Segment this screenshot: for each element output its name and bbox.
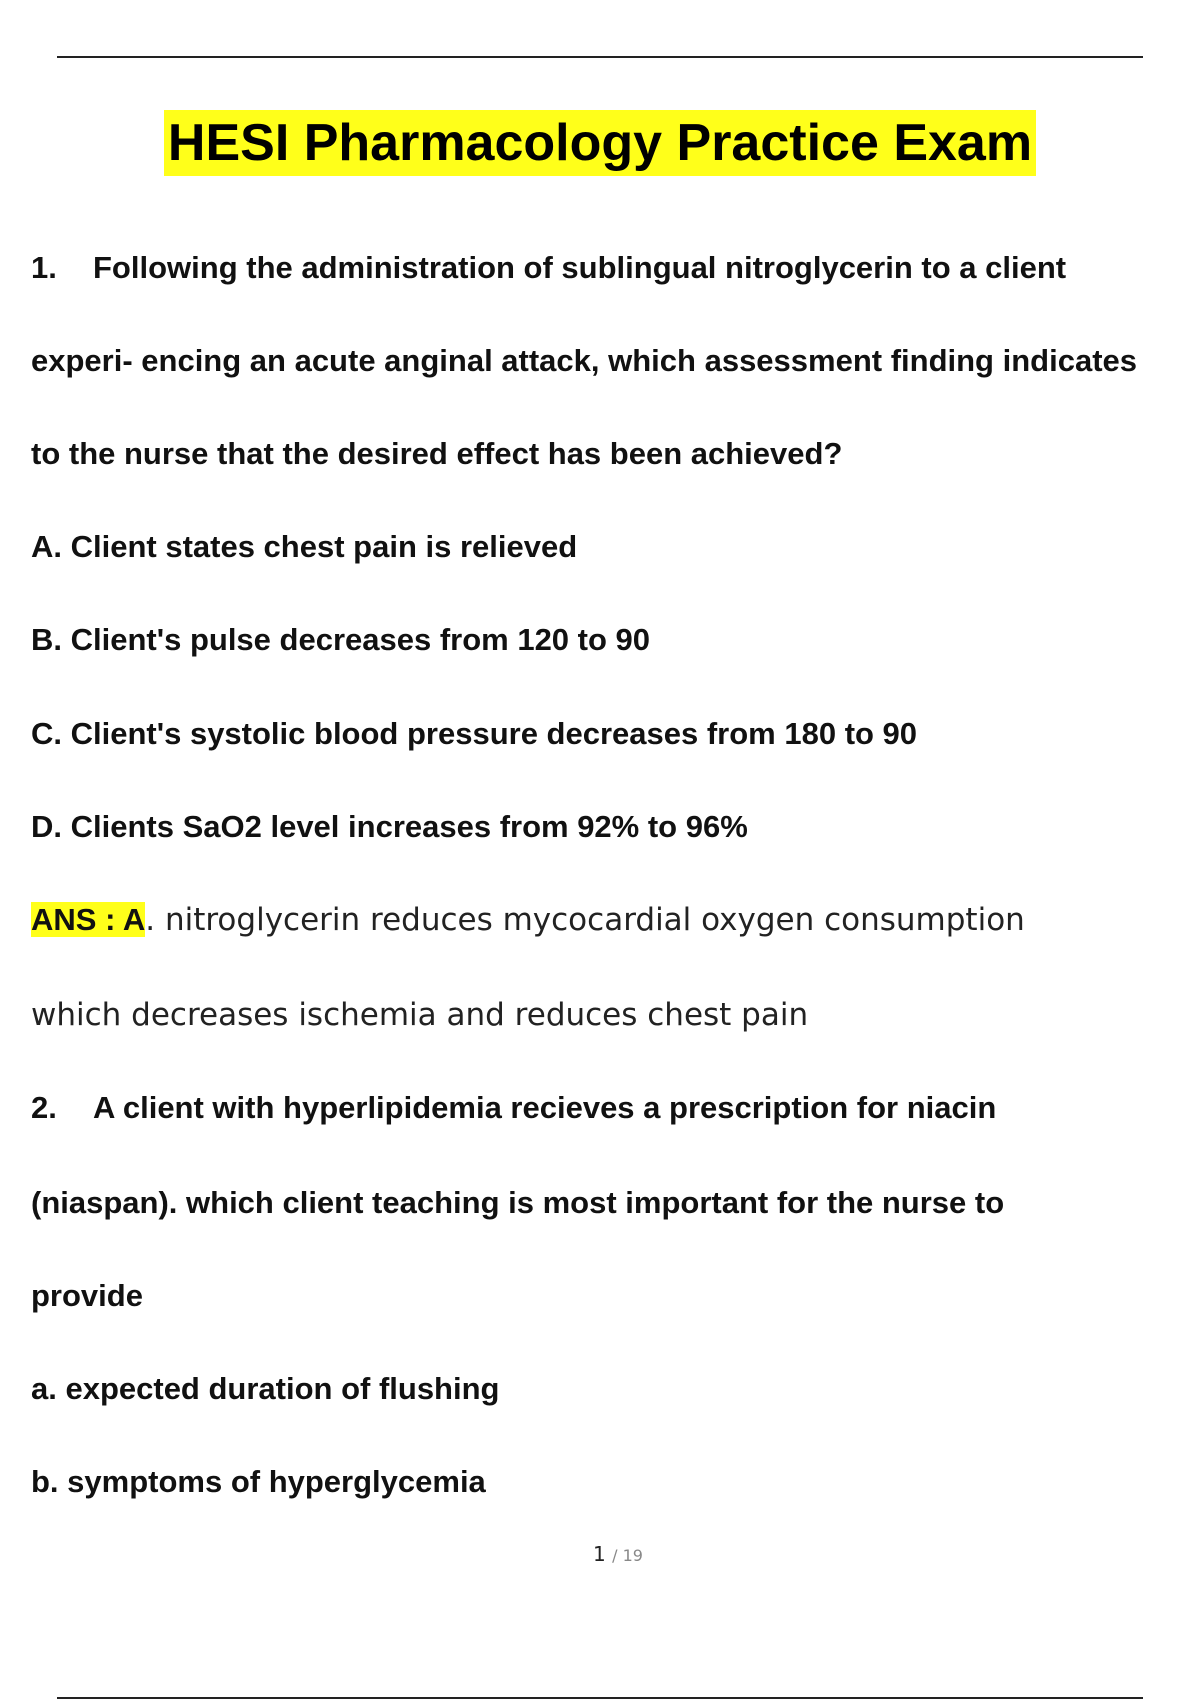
question-1-option-a: A. Client states chest pain is relieved [31, 529, 578, 564]
page-indicator [0, 1542, 1200, 1566]
document-title: HESI Pharmacology Practice Exam [164, 110, 1036, 176]
top-rule [57, 56, 1143, 58]
question-1-answer [31, 900, 1025, 940]
question-2-stem-line-1: 2. A client with hyperlipidemia recieves a prescription for niacin [31, 1088, 996, 1128]
answer-label: ANS : A [31, 902, 146, 937]
question-2-stem-line-2: (niaspan). which client teaching is most important for the nurse to [31, 1185, 1005, 1220]
question-2-option-b: b. symptoms of hyperglycemia [31, 1464, 486, 1499]
question-2-stem-line-3: provide [31, 1278, 143, 1313]
bottom-rule [57, 1697, 1143, 1699]
question-2-number: 2. [31, 1090, 57, 1125]
question-1-option-b: B. Client's pulse decreases from 120 to 90 [31, 622, 651, 657]
total-pages: / 19 [612, 1546, 643, 1565]
title-block [0, 110, 1200, 176]
question-2-option-a: a. expected duration of flushing [31, 1371, 500, 1406]
question-1-option-d: D. Clients SaO2 level increases from 92% to 96% [31, 809, 748, 844]
question-1-stem-line-1: 1. Following the administration of sublingual nitroglycerin to a client [31, 248, 1066, 288]
current-page: 1 [593, 1542, 606, 1566]
answer-explanation-line-2: which decreases ischemia and reduces chest pain [31, 997, 809, 1033]
question-1-option-c: C. Client's systolic blood pressure decreases from 180 to 90 [31, 716, 918, 751]
answer-explanation-line-1: . nitroglycerin reduces mycocardial oxygen consumption [145, 902, 1025, 938]
question-1-stem-line-2: experi- encing an acute anginal attack, which assessment finding indicates [31, 343, 1137, 378]
question-1-stem-line-3: to the nurse that the desired effect has been achieved? [31, 436, 843, 471]
question-1-number: 1. [31, 250, 57, 285]
